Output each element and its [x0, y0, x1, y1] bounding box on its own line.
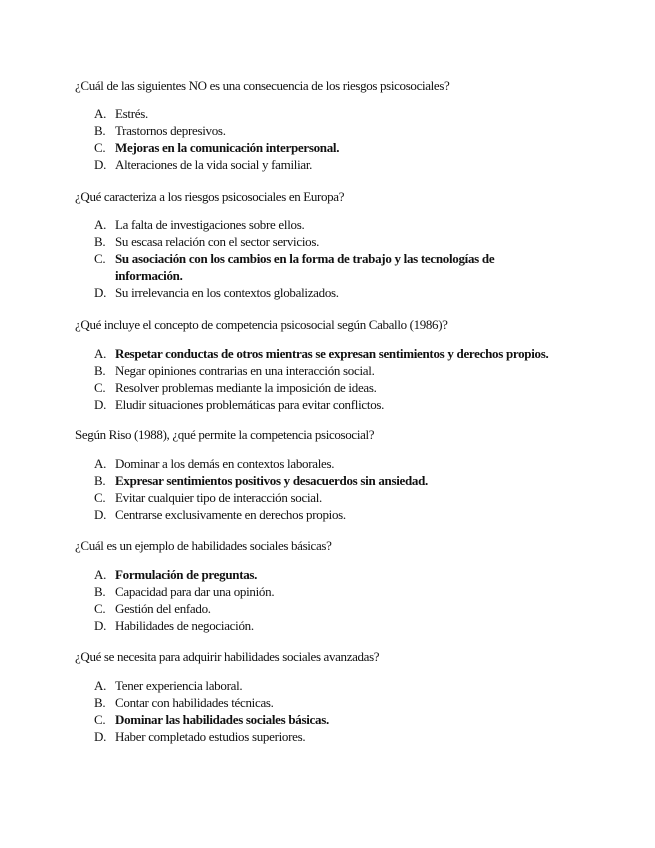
option-text: Mejoras en la comunicación interpersonal.: [115, 140, 340, 155]
option-text: La falta de investigaciones sobre ellos.: [115, 217, 305, 232]
option-3c: [94, 379, 584, 396]
question-4: Según Riso (1988), ¿qué permite la competencia psicosocial?: [75, 427, 375, 442]
options-2: [94, 216, 584, 301]
option-4d: [94, 506, 584, 523]
option-letter: D.: [94, 397, 107, 412]
options-4: [94, 455, 584, 523]
option-text: Dominar las habilidades sociales básicas.: [115, 712, 329, 727]
option-text: Negar opiniones contrarias en una interacción social.: [115, 363, 375, 378]
option-5d: [94, 617, 584, 634]
option-4b-correct: [94, 472, 584, 489]
question-1: ¿Cuál de las siguientes NO es una consecuencia de los riesgos psicosociales?: [75, 78, 450, 93]
option-text: Evitar cualquier tipo de interacción social.: [115, 490, 322, 505]
option-2b: [94, 233, 584, 250]
option-letter: A.: [94, 106, 107, 121]
option-letter: A.: [94, 678, 107, 693]
option-letter: D.: [94, 285, 107, 300]
question-5: ¿Cuál es un ejemplo de habilidades sociales básicas?: [75, 538, 332, 553]
option-letter: C.: [94, 712, 106, 727]
option-letter: C.: [94, 380, 106, 395]
option-text: Alteraciones de la vida social y familiar.: [115, 157, 313, 172]
option-letter: A.: [94, 567, 107, 582]
option-6b: [94, 694, 584, 711]
option-text: Resolver problemas mediante la imposición de ideas.: [115, 380, 377, 395]
option-text: Tener experiencia laboral.: [115, 678, 243, 693]
options-1: [94, 105, 584, 173]
option-1a: [94, 105, 584, 122]
options-3: [94, 345, 584, 413]
option-text: Expresar sentimientos positivos y desacuerdos sin ansiedad.: [115, 473, 429, 488]
option-text: Trastornos depresivos.: [115, 123, 226, 138]
option-text: Su escasa relación con el sector servicios.: [115, 234, 320, 249]
option-5c: [94, 600, 584, 617]
option-letter: B.: [94, 363, 106, 378]
option-letter: D.: [94, 729, 107, 744]
option-5a-correct: [94, 566, 584, 583]
option-letter: D.: [94, 507, 107, 522]
option-2c-correct: [94, 250, 584, 284]
option-3a-correct: [94, 345, 584, 362]
option-text: Estrés.: [115, 106, 148, 121]
option-4c: [94, 489, 584, 506]
option-6d: [94, 728, 584, 745]
option-letter: B.: [94, 473, 106, 488]
option-letter: A.: [94, 346, 107, 361]
option-text: Formulación de preguntas.: [115, 567, 258, 582]
option-text: Capacidad para dar una opinión.: [115, 584, 275, 599]
option-text: Respetar conductas de otros mientras se expresan sentimientos y derechos propios.: [115, 346, 549, 361]
option-letter: B.: [94, 234, 106, 249]
option-letter: C.: [94, 601, 106, 616]
option-letter: B.: [94, 123, 106, 138]
option-letter: C.: [94, 251, 106, 266]
option-text: Haber completado estudios superiores.: [115, 729, 306, 744]
option-letter: D.: [94, 618, 107, 633]
option-text: Su asociación con los cambios en la forma de trabajo y las tecnologías de información.: [115, 251, 495, 283]
question-2: ¿Qué caracteriza a los riesgos psicosociales en Europa?: [75, 189, 345, 204]
options-6: [94, 677, 584, 745]
option-text: Eludir situaciones problemáticas para evitar conflictos.: [115, 397, 385, 412]
option-6c-correct: [94, 711, 584, 728]
option-text: Dominar a los demás en contextos laborales.: [115, 456, 335, 471]
option-letter: B.: [94, 695, 106, 710]
options-5: [94, 566, 584, 634]
option-2a: [94, 216, 584, 233]
option-3b: [94, 362, 584, 379]
option-letter: B.: [94, 584, 106, 599]
question-3: ¿Qué incluye el concepto de competencia psicosocial según Caballo (1986)?: [75, 317, 448, 332]
option-letter: C.: [94, 490, 106, 505]
option-letter: D.: [94, 157, 107, 172]
option-1d: [94, 156, 584, 173]
option-1b: [94, 122, 584, 139]
option-3d: [94, 396, 584, 413]
option-text: Su irrelevancia en los contextos globalizados.: [115, 285, 339, 300]
option-letter: A.: [94, 456, 107, 471]
option-text: Habilidades de negociación.: [115, 618, 254, 633]
option-letter: A.: [94, 217, 107, 232]
option-4a: [94, 455, 584, 472]
option-1c-correct: [94, 139, 584, 156]
option-text: Contar con habilidades técnicas.: [115, 695, 274, 710]
option-letter: C.: [94, 140, 106, 155]
option-5b: [94, 583, 584, 600]
option-6a: [94, 677, 584, 694]
question-6: ¿Qué se necesita para adquirir habilidades sociales avanzadas?: [75, 649, 380, 664]
option-text: Gestión del enfado.: [115, 601, 211, 616]
option-text: Centrarse exclusivamente en derechos propios.: [115, 507, 346, 522]
option-2d: [94, 284, 584, 301]
